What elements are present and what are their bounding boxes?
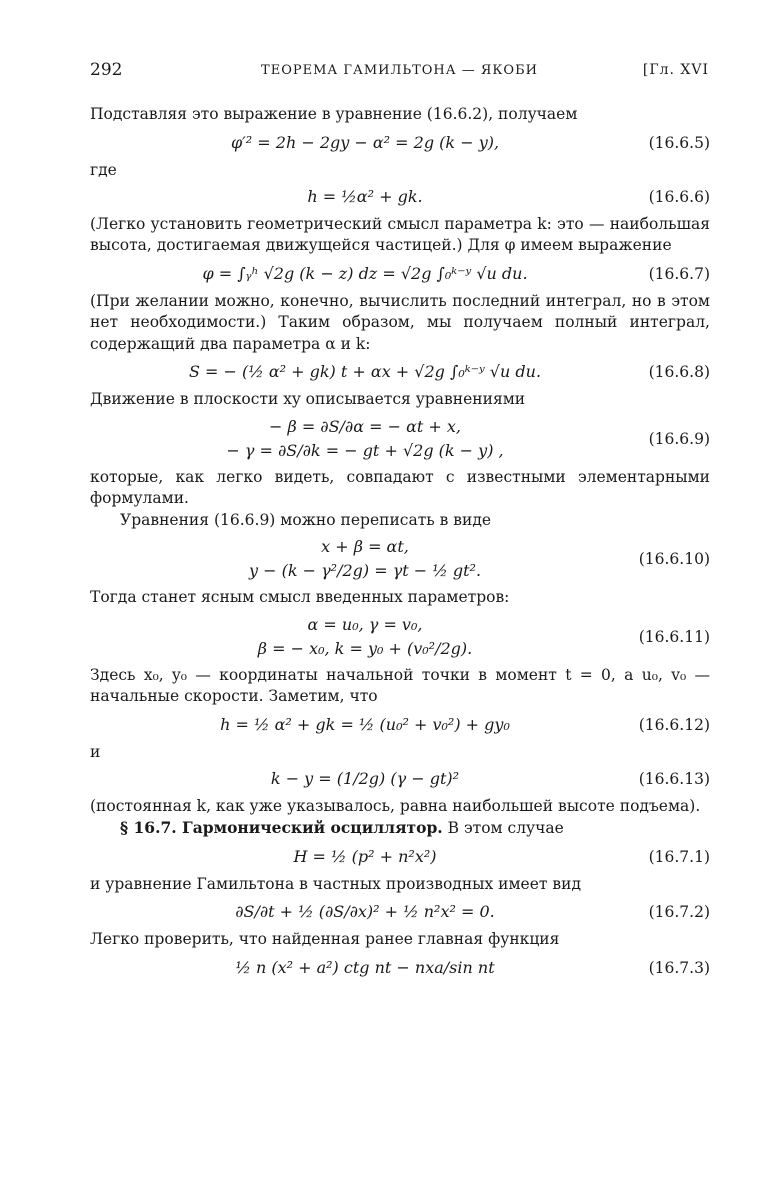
formula-line: α = u₀, γ = v₀,	[307, 614, 423, 634]
equation-block	[90, 844, 710, 870]
paragraph: Движение в плоскости xy описывается уравнениями	[90, 390, 526, 408]
equation-number: (16.6.6)	[648, 187, 710, 206]
equation-block	[90, 359, 710, 385]
formula-line: x + β = αt,	[321, 537, 409, 556]
page-body	[90, 104, 710, 985]
section-heading: § 16.7. Гармонический осциллятор.	[120, 818, 443, 837]
section-text: В этом случае	[442, 819, 564, 837]
equation-number: (16.6.8)	[648, 363, 710, 381]
equation-block	[90, 184, 710, 210]
formula	[90, 844, 710, 870]
equation-number: (16.6.10)	[638, 550, 710, 568]
formula	[90, 184, 710, 210]
section-paragraph	[90, 817, 710, 840]
equation-number: (16.7.2)	[648, 903, 710, 921]
running-header	[90, 60, 709, 84]
formula-line: φ = ∫ᵧʰ √2g (k − z) dz = √2g ∫₀ᵏ⁻ʸ √u du.	[202, 263, 528, 283]
paragraph: Тогда станет ясным смысл введенных параметров:	[90, 588, 510, 606]
formula-line: y − (k − γ²/2g) = γt − ½ gt².	[248, 561, 482, 580]
paragraph: которые, как легко видеть, совпадают с известными элементарными формулами.	[90, 467, 710, 507]
equation-block	[90, 955, 710, 981]
formula	[90, 535, 710, 583]
connector-word: и	[90, 742, 101, 761]
formula	[90, 130, 710, 156]
formula-line: h = ½α² + gk.	[307, 186, 423, 206]
equation-number: (16.6.11)	[638, 627, 710, 646]
equation-block	[90, 899, 710, 925]
equation-block	[90, 261, 710, 287]
formula	[90, 359, 710, 385]
equation-number: (16.6.7)	[648, 264, 710, 283]
equation-number: (16.6.12)	[638, 715, 710, 734]
connector-word: где	[90, 160, 117, 179]
running-title: ТЕОРЕМА ГАМИЛЬТОНА — ЯКОБИ	[261, 63, 538, 78]
paragraph: и уравнение Гамильтона в частных производных имеет вид	[90, 874, 581, 893]
paragraph: (При желании можно, конечно, вычислить последний интеграл, но в этом нет необходимости.) Таким образом, мы получаем полный интеграл, содержащий два параметра α и k:	[90, 291, 710, 353]
equation-number: (16.6.5)	[648, 133, 710, 152]
chapter-label: [Гл. XVI	[642, 62, 709, 78]
paragraph: Легко проверить, что найденная ранее главная функция	[90, 930, 560, 948]
equation-number: (16.6.9)	[648, 429, 710, 448]
formula	[90, 712, 710, 738]
formula-line: − γ = ∂S/∂k = − gt + √2g (k − y) ,	[226, 440, 504, 460]
formula-line: H = ½ (p² + n²x²)	[293, 846, 437, 866]
formula	[90, 613, 710, 661]
formula-line: φ′² = 2h − 2gy − α² = 2g (k − y),	[230, 132, 500, 152]
equation-block	[90, 535, 710, 583]
equation-number: (16.7.3)	[648, 958, 710, 977]
equation-block	[90, 766, 710, 792]
formula-line: ∂S/∂t + ½ (∂S/∂x)² + ½ n²x² = 0.	[235, 902, 495, 921]
formula	[90, 415, 710, 463]
formula	[90, 766, 710, 792]
equation-block	[90, 130, 710, 156]
equation-number: (16.7.1)	[648, 847, 710, 866]
paragraph: (постоянная k, как уже указывалось, равна наибольшей высоте подъема).	[90, 796, 701, 815]
formula-line: β = − x₀, k = y₀ + (v₀²/2g).	[257, 638, 473, 658]
equation-number: (16.6.13)	[638, 769, 710, 788]
paragraph: Здесь x₀, y₀ — координаты начальной точки в момент t = 0, а u₀, v₀ — начальные скорости. Заметим, что	[90, 665, 710, 705]
formula	[90, 261, 710, 287]
paragraph: Подставляя это выражение в уравнение (16.6.2), получаем	[90, 105, 578, 123]
formula-line: ½ n (x² + a²) ctg nt − nxa/sin nt	[235, 957, 495, 977]
paragraph: (Легко установить геометрический смысл параметра k: это — наибольшая высота, достигаемая движущейся частицей.) Для φ имеем выражение	[90, 214, 710, 254]
formula-line: h = ½ α² + gk = ½ (u₀² + v₀²) + gy₀	[220, 714, 510, 734]
formula-line: − β = ∂S/∂α = − αt + x,	[268, 416, 461, 436]
formula	[90, 899, 710, 925]
formula	[90, 955, 710, 981]
equation-block	[90, 415, 710, 463]
page-number: 292	[90, 60, 123, 80]
formula-line: S = − (½ α² + gk) t + αx + √2g ∫₀ᵏ⁻ʸ √u du.	[188, 362, 542, 381]
paragraph: Уравнения (16.6.9) можно переписать в виде	[120, 510, 492, 529]
formula-line: k − y = (1/2g) (γ − gt)²	[270, 768, 460, 788]
equation-block	[90, 712, 710, 738]
equation-block	[90, 613, 710, 661]
